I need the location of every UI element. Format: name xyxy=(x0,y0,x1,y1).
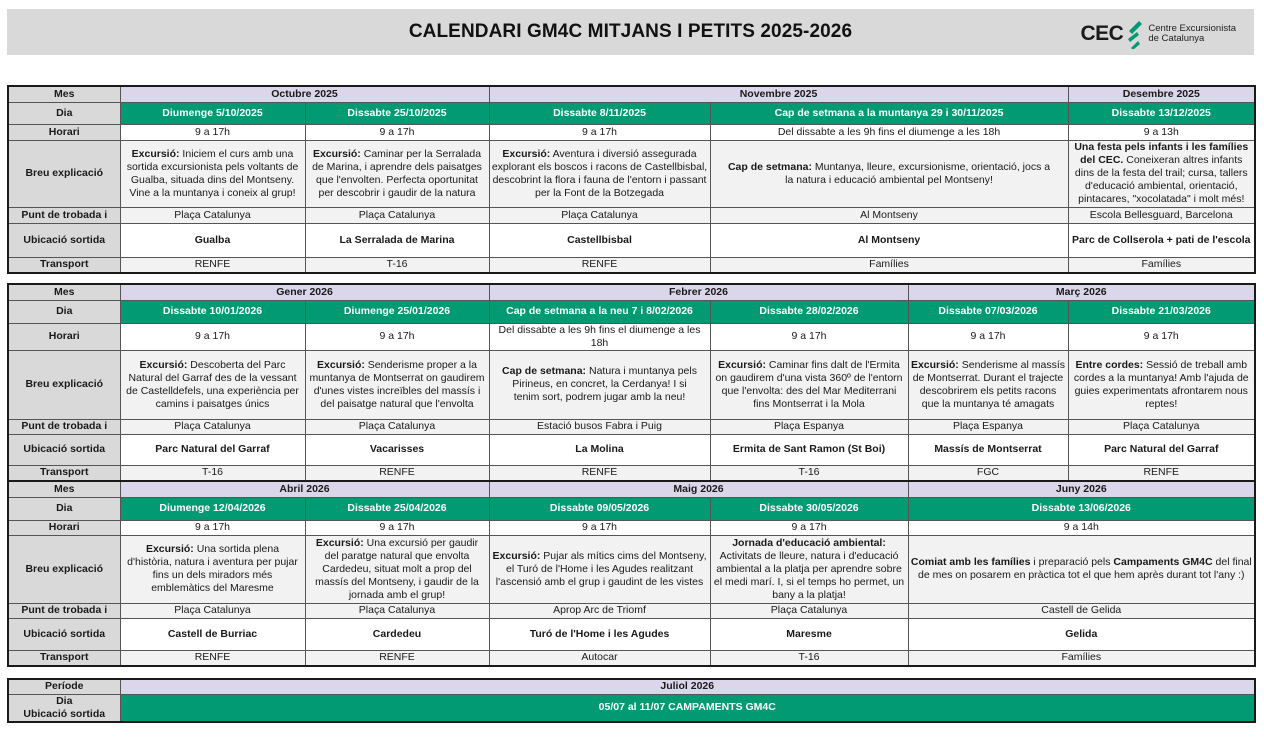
month-header: Desembre 2025 xyxy=(1068,86,1255,102)
event-meeting-point: Plaça Espanya xyxy=(908,419,1068,434)
event-transport: FGC xyxy=(908,465,1068,481)
event-schedule: 9 a 17h xyxy=(908,323,1068,350)
event-day: Dissabte 13/12/2025 xyxy=(1068,102,1255,124)
event-meeting-point: Aprop Arc de Triomf xyxy=(489,603,710,618)
event-day: Dissabte 28/02/2026 xyxy=(710,300,908,323)
event-meeting-point: Plaça Espanya xyxy=(710,419,908,434)
event-description: Excursió: Caminar per la Serralada de Marina, i aprendre dels paisatges que l'envolten. Perfecta oportunitat per descobrir i gaudir de la natura xyxy=(305,140,489,207)
row-label-day: Dia xyxy=(8,102,120,124)
event-description: Excursió: Aventura i diversió assegurada explorant els boscos i racons de Castellbisbal, descobrint la flora i fauna de l'entorn i passant per la Font de la Botzegada xyxy=(489,140,710,207)
event-day: Dissabte 30/05/2026 xyxy=(710,497,908,520)
page-title: CALENDARI GM4C MITJANS I PETITS 2025-2026 xyxy=(408,21,853,42)
row-label-month: Mes xyxy=(8,481,120,497)
row-label-transport: Transport xyxy=(8,257,120,273)
event-description: Comiat amb les famílies i preparació pels Campaments GM4C del final de mes on posarem en pràctica tot el que hem après durant tot l'any :) xyxy=(908,535,1255,603)
event-location: Castell de Burriac xyxy=(120,618,305,650)
row-label-schedule: Horari xyxy=(8,323,120,350)
event-transport: Autocar xyxy=(489,650,710,666)
event-day: Dissabte 8/11/2025 xyxy=(489,102,710,124)
calendar-block-jan-mar-2026 xyxy=(7,283,1256,482)
title-bar xyxy=(7,9,1254,55)
row-label-location: Ubicació sortida xyxy=(8,223,120,257)
row-label-day: Dia xyxy=(8,300,120,323)
row-label-schedule: Horari xyxy=(8,520,120,535)
event-description: Excursió: Senderisme proper a la muntanya de Montserrat on gaudirem d'unes vistes increïbles del massís i del paisatge natural que l'envolta xyxy=(305,350,489,419)
logo-name: Centre Excursionista de Catalunya xyxy=(1148,23,1236,44)
event-location: Ermita de Sant Ramon (St Boi) xyxy=(710,434,908,465)
event-meeting-point: Plaça Catalunya xyxy=(120,419,305,434)
event-meeting-point: Plaça Catalunya xyxy=(305,207,489,223)
event-location: Maresme xyxy=(710,618,908,650)
event-description: Excursió: Iniciem el curs amb una sortida excursionista pels voltants de Gualba, situada dins del Montseny. Vine a la muntanya i coneix al grup! xyxy=(120,140,305,207)
event-schedule: 9 a 17h xyxy=(710,520,908,535)
event-description: Excursió: Pujar als mítics cims del Montseny, el Turó de l'Home i les Agudes realitzant l'ascensió amb el grup i gaudint de les vistes xyxy=(489,535,710,603)
row-label-location: Ubicació sortida xyxy=(8,708,120,722)
month-header: Març 2026 xyxy=(908,284,1255,300)
event-meeting-point: Plaça Catalunya xyxy=(489,207,710,223)
month-header: Juliol 2026 xyxy=(120,679,1255,694)
event-day: Dissabte 25/04/2026 xyxy=(305,497,489,520)
event-description: Cap de setmana: Muntanya, lleure, excursionisme, orientació, jocs a la natura i educació ambiental pel Montseny! xyxy=(710,140,1068,207)
event-meeting-point: Estació busos Fabra i Puig xyxy=(489,419,710,434)
event-transport: T-16 xyxy=(710,465,908,481)
month-header: Juny 2026 xyxy=(908,481,1255,497)
event-schedule: 9 a 17h xyxy=(120,124,305,140)
camp-dates: 05/07 al 11/07 CAMPAMENTS GM4C xyxy=(120,694,1255,722)
row-label-transport: Transport xyxy=(8,650,120,666)
event-transport: RENFE xyxy=(120,257,305,273)
event-location: Gelida xyxy=(908,618,1255,650)
event-transport: RENFE xyxy=(489,257,710,273)
event-description: Excursió: Senderisme al massís de Montserrat. Durant el trajecte descobrirem els petits racons que la muntanya té amagats xyxy=(908,350,1068,419)
row-label-meeting-point: Punt de trobada i xyxy=(8,207,120,223)
event-day: Cap de setmana a la neu 7 i 8/02/2026 xyxy=(489,300,710,323)
event-schedule: 9 a 17h xyxy=(120,520,305,535)
event-description: Excursió: Una excursió per gaudir del paratge natural que envolta Cardedeu, situat molt a prop del massís del Montseny, i gaudir de la jornada amb el grup! xyxy=(305,535,489,603)
row-label-day: Dia xyxy=(8,694,120,708)
event-meeting-point: Plaça Catalunya xyxy=(305,419,489,434)
event-meeting-point: Castell de Gelida xyxy=(908,603,1255,618)
event-schedule: 9 a 17h xyxy=(120,323,305,350)
event-day: Dissabte 25/10/2025 xyxy=(305,102,489,124)
event-description: Jornada d'educació ambiental: Activitats de lleure, natura i d'educació ambiental a la platja per aprendre sobre el medi marí. I, si el temps ho permet, un bany a la platja! xyxy=(710,535,908,603)
event-transport: RENFE xyxy=(305,465,489,481)
event-description: Cap de setmana: Natura i muntanya pels Pirineus, en concret, la Cerdanya! I si tenim sort, podrem jugar amb la neu! xyxy=(489,350,710,419)
event-day: Dissabte 13/06/2026 xyxy=(908,497,1255,520)
event-description: Entre cordes: Sessió de treball amb cordes a la muntanya! Amb l'ajuda de guies experimentats afrontarem nous reptes! xyxy=(1068,350,1255,419)
event-location: Parc Natural del Garraf xyxy=(1068,434,1255,465)
event-schedule: 9 a 17h xyxy=(489,124,710,140)
event-transport: Famílies xyxy=(710,257,1068,273)
event-location: Vacarisses xyxy=(305,434,489,465)
month-header: Maig 2026 xyxy=(489,481,908,497)
event-day: Diumenge 25/01/2026 xyxy=(305,300,489,323)
event-transport: Famílies xyxy=(908,650,1255,666)
month-header: Abril 2026 xyxy=(120,481,489,497)
row-label-day: Dia xyxy=(8,497,120,520)
event-meeting-point: Escola Bellesguard, Barcelona xyxy=(1068,207,1255,223)
event-schedule: 9 a 17h xyxy=(305,124,489,140)
month-header: Gener 2026 xyxy=(120,284,489,300)
cec-logo xyxy=(1081,19,1237,49)
event-description: Excursió: Una sortida plena d'història, natura i aventura per pujar fins un dels miradors més emblemàtics del Maresme xyxy=(120,535,305,603)
event-location: Parc de Collserola + pati de l'escola xyxy=(1068,223,1255,257)
event-schedule: 9 a 17h xyxy=(710,323,908,350)
event-day: Diumenge 5/10/2025 xyxy=(120,102,305,124)
event-location: Turó de l'Home i les Agudes xyxy=(489,618,710,650)
row-label-location: Ubicació sortida xyxy=(8,618,120,650)
event-schedule: 9 a 17h xyxy=(489,520,710,535)
event-schedule: Del dissabte a les 9h fins el diumenge a les 18h xyxy=(489,323,710,350)
event-description: Una festa pels infants i les famílies del CEC. Coneixeran altres infants dins de la festa del trail; cursa, tallers d'educació ambiental, orientació, pintacares, "xocolatada" i molt més! xyxy=(1068,140,1255,207)
event-location: La Molina xyxy=(489,434,710,465)
event-location: Parc Natural del Garraf xyxy=(120,434,305,465)
row-label-period: Període xyxy=(8,679,120,694)
event-meeting-point: Plaça Catalunya xyxy=(120,603,305,618)
event-transport: T-16 xyxy=(305,257,489,273)
event-transport: RENFE xyxy=(120,650,305,666)
event-day: Dissabte 21/03/2026 xyxy=(1068,300,1255,323)
row-label-meeting-point: Punt de trobada i xyxy=(8,419,120,434)
month-header: Febrer 2026 xyxy=(489,284,908,300)
row-label-description: Breu explicació xyxy=(8,140,120,207)
calendar-block-apr-jun-2026 xyxy=(7,480,1256,667)
logo-abbr: CEC xyxy=(1080,22,1124,45)
event-transport: RENFE xyxy=(1068,465,1255,481)
event-meeting-point: Plaça Catalunya xyxy=(710,603,908,618)
event-transport: T-16 xyxy=(710,650,908,666)
row-label-location: Ubicació sortida xyxy=(8,434,120,465)
event-schedule: 9 a 17h xyxy=(305,323,489,350)
row-label-transport: Transport xyxy=(8,465,120,481)
event-meeting-point: Plaça Catalunya xyxy=(1068,419,1255,434)
event-schedule: 9 a 13h xyxy=(1068,124,1255,140)
event-schedule: Del dissabte a les 9h fins el diumenge a les 18h xyxy=(710,124,1068,140)
event-day: Diumenge 12/04/2026 xyxy=(120,497,305,520)
event-transport: RENFE xyxy=(489,465,710,481)
event-schedule: 9 a 17h xyxy=(305,520,489,535)
row-label-month: Mes xyxy=(8,86,120,102)
row-label-description: Breu explicació xyxy=(8,535,120,603)
month-header: Octubre 2025 xyxy=(120,86,489,102)
event-location: Gualba xyxy=(120,223,305,257)
row-label-schedule: Horari xyxy=(8,124,120,140)
event-day: Cap de setmana a la muntanya 29 i 30/11/2025 xyxy=(710,102,1068,124)
event-transport: T-16 xyxy=(120,465,305,481)
event-meeting-point: Plaça Catalunya xyxy=(120,207,305,223)
event-location: Massís de Montserrat xyxy=(908,434,1068,465)
event-description: Excursió: Caminar fins dalt de l'Ermita on gaudirem d'una vista 360º de l'entorn que l'envolta: des del Mar Mediterrani fins Montserrat i la Mola xyxy=(710,350,908,419)
event-location: La Serralada de Marina xyxy=(305,223,489,257)
event-meeting-point: Al Montseny xyxy=(710,207,1068,223)
event-meeting-point: Plaça Catalunya xyxy=(305,603,489,618)
row-label-description: Breu explicació xyxy=(8,350,120,419)
event-day: Dissabte 10/01/2026 xyxy=(120,300,305,323)
event-transport: Famílies xyxy=(1068,257,1255,273)
calendar-block-july-2026 xyxy=(7,678,1256,723)
calendar-block-oct-dec-2025 xyxy=(7,85,1256,274)
event-day: Dissabte 09/05/2026 xyxy=(489,497,710,520)
row-label-month: Mes xyxy=(8,284,120,300)
event-schedule: 9 a 14h xyxy=(908,520,1255,535)
event-transport: RENFE xyxy=(305,650,489,666)
cec-mountain-icon xyxy=(1125,19,1145,49)
event-location: Al Montseny xyxy=(710,223,1068,257)
event-description: Excursió: Descoberta del Parc Natural del Garraf des de la vessant de Castelldefels, una experiència per camins i paisatges únics xyxy=(120,350,305,419)
event-schedule: 9 a 17h xyxy=(1068,323,1255,350)
month-header: Novembre 2025 xyxy=(489,86,1068,102)
row-label-meeting-point: Punt de trobada i xyxy=(8,603,120,618)
event-day: Dissabte 07/03/2026 xyxy=(908,300,1068,323)
event-location: Cardedeu xyxy=(305,618,489,650)
event-location: Castellbisbal xyxy=(489,223,710,257)
